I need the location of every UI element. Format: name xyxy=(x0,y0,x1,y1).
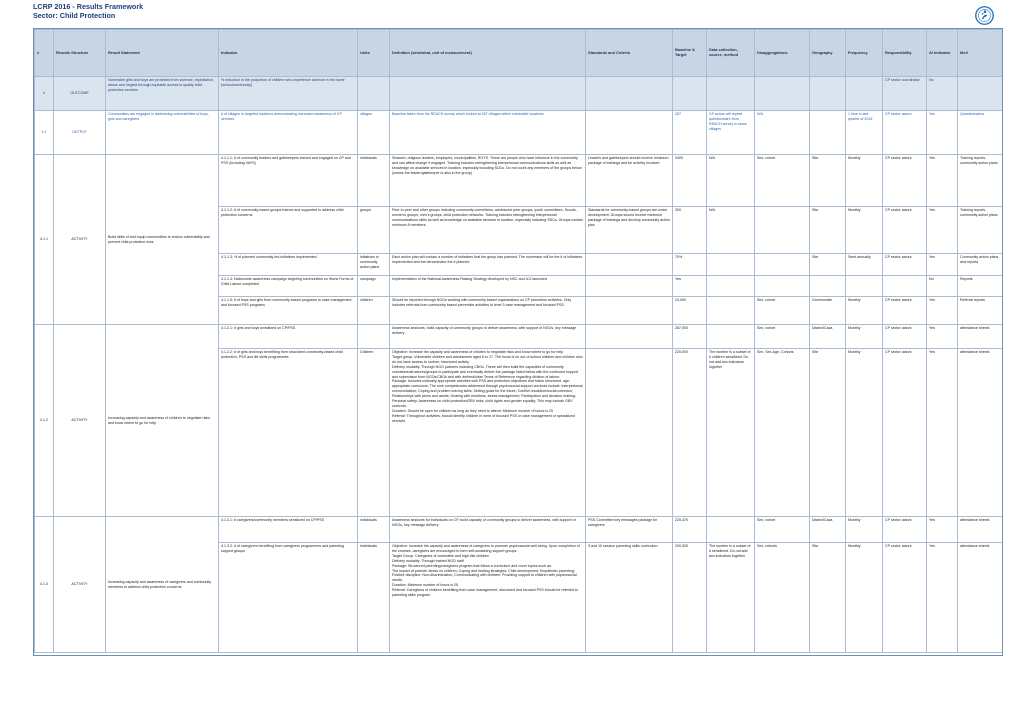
disaggregations xyxy=(755,254,810,276)
column-header: Frequency xyxy=(846,30,883,77)
baseline: Yes xyxy=(673,276,707,297)
results-structure: ACTIVITY xyxy=(54,325,106,517)
column-header: Standards and Criteria xyxy=(586,30,673,77)
table-row-output xyxy=(35,111,1003,155)
baseline: 225,470 xyxy=(673,517,707,543)
table-row-activity xyxy=(35,155,1003,207)
definition: Each action plan will contain a number of initiatives that the group has planned. The numerator will be the # of initiatives implemented and the denominator the # planned xyxy=(390,254,586,276)
disaggregations: Sex, cohort xyxy=(755,325,810,349)
indicator: 4.1.1.2: # of community-based groups trained and supported to address child protection concerns xyxy=(219,207,358,254)
disaggregations: Sex, cohorts xyxy=(755,543,810,653)
disaggregations: Sex, cohort xyxy=(755,155,810,207)
responsibility: CP sector actors xyxy=(883,155,927,207)
standards xyxy=(586,111,673,155)
indicator: 4.1.1.1: # of community leaders and gatekeepers trained and engaged on CP and PSS (including VAYS) xyxy=(219,155,358,207)
column-header: Indicator xyxy=(219,30,358,77)
indicator: % reduction in the proportion of children who experience violence in the home (school/community) xyxy=(219,77,358,111)
unicef-logo-icon xyxy=(975,6,994,25)
definition: Awareness sessions, build capacity of community groups to deliver awareness, with support of NGOs, key message delivery xyxy=(390,325,586,349)
mov: attendance sheets xyxy=(958,543,1003,653)
definition: Shawish, religious leaders, employers, municipalities, ROYS. These are people who have influence in the community and can affect change if engaged. Training includes strengthening interpersonal communications skills as well as knowledge on available services in location, especially including SDCs. Do not count any members of the groups below (unless the leader/gatekeeper is also in the group) xyxy=(390,155,586,207)
definition: Should be reported through NGOs working with community based organizations on CP promotion activities. Only includes referrals from community based preventive activities to level 3 case management and focused PSS. xyxy=(390,297,586,325)
result-statement: Increasing capacity and awareness of caregivers and community members to address child protection concerns xyxy=(106,517,219,653)
indicator: 4.1.2.2: # of girls and boys benefiting from structured community-based child protection, PSS and life skills programmes xyxy=(219,349,358,517)
column-header: Units xyxy=(358,30,390,77)
responsibility: CP sector actors xyxy=(883,254,927,276)
results-framework-table xyxy=(34,29,1003,653)
units xyxy=(358,77,390,111)
ai-indicator: No xyxy=(927,77,958,111)
units: initiatives in community action plans xyxy=(358,254,390,276)
row-number: 4.1.3 xyxy=(35,517,54,653)
frequency: Monthly xyxy=(846,207,883,254)
units: Children xyxy=(358,349,390,517)
geography: District/Caza xyxy=(810,517,846,543)
data-collection: The number is a subset of # children sensitized. Do not add two indicators together xyxy=(707,349,755,517)
indicator: 4.1.1.4: Nationwide awareness campaign targeting communities on Worst Forms of Child Labour completed xyxy=(219,276,358,297)
indicator: 4.1.1.3: % of planned community-led initiatives implemented xyxy=(219,254,358,276)
mov: attendance sheets xyxy=(958,325,1003,349)
baseline: 300 xyxy=(673,207,707,254)
column-header: Result Statement xyxy=(106,30,219,77)
disaggregations xyxy=(755,276,810,297)
mov xyxy=(958,77,1003,111)
disaggregations: Sex, cohort xyxy=(755,517,810,543)
mov: Referral reports xyxy=(958,297,1003,325)
column-header: # xyxy=(35,30,54,77)
responsibility: CP sector actors xyxy=(883,325,927,349)
data-collection: N/A xyxy=(707,207,755,254)
frequency: Semi-annually xyxy=(846,254,883,276)
standards xyxy=(586,297,673,325)
indicator: # of villages in targeted locations demonstrating increased awareness of CP services xyxy=(219,111,358,155)
indicator: 4.1.1.5: # of boys and girls from community-based programs to case management and focused PSS programs xyxy=(219,297,358,325)
results-framework-table-container xyxy=(33,28,1003,656)
definition: Objective: Increase the capacity and awareness of caregivers to promote psychosocial well-being. Upon completion of the courses, caregivers are encouraged to form self-sustaining support groups Target Group: Caregivers of vulnerable and high risk children Delivery modality: Through trained NGO staff Package: Structured parenting/caregivers program that follow a curriculum and cover topics such as: The impact of parents' stress on children; Coping and healing strategies; Child development; Empathetic parenting; Positive discipline; Non-discrimination; Communicating with children; Providing support to children with psychosocial needs. Duration: Minimum number of hours is 25. Referral: Caregivers of children benefiting from case management, structured and focused PSS should be referred to parenting skills program. xyxy=(390,543,586,653)
column-header: Baseline & Target xyxy=(673,30,707,77)
mov: attendance sheets xyxy=(958,517,1003,543)
disaggregations: Sex, Sex-Age, Cohorts xyxy=(755,349,810,517)
table-row-outcome xyxy=(35,77,1003,111)
ai-indicator: Yes xyxy=(927,517,958,543)
result-statement: Vulnerable girls and boys are protected from violence, exploitation, abuse and neglect through equitable access to quality child protection services xyxy=(106,77,219,111)
ai-indicator: Yes xyxy=(927,297,958,325)
row-number: 4.1.1 xyxy=(35,155,54,325)
row-number: 4 xyxy=(35,77,54,111)
definition xyxy=(390,77,586,111)
ai-indicator: Yes xyxy=(927,111,958,155)
indicator: 4.1.3.2: # of caregivers benefiting from caregivers programmes and parenting support groups xyxy=(219,543,358,653)
baseline: 24,000 xyxy=(673,297,707,325)
baseline: 200,000 xyxy=(673,543,707,653)
result-statement: Communities are engaged in addressing vulnerabilities of boys, girls and caregivers xyxy=(106,111,219,155)
responsibility: CP sector actors xyxy=(883,517,927,543)
units: campaign xyxy=(358,276,390,297)
frequency: Monthly xyxy=(846,543,883,653)
mov: Training reports, community action plans xyxy=(958,207,1003,254)
geography xyxy=(810,77,846,111)
document-title: LCRP 2016 - Results Framework xyxy=(33,2,144,11)
ai-indicator: Yes xyxy=(927,155,958,207)
units xyxy=(358,325,390,349)
definition: Objective: Increase the capacity and awareness of children to negotiate risks and know where to go for help Target group: Vulnerable children and adolescents aged 6 to 17. The focus is on out-of school children and children who do not have access to routine, structured activity Delivery modality: Through NGO partners including CBOs. These will then build the capacities of community volunteers/structures/groups to participate and eventually deliver the package listed below with the continued support and supervision from NGOs/CBOs and with defined/clear Terms of Reference regarding division of labour. Package: Includes culturally appropriate activities with PSS and protection objectives that follow structured, age-appropriate curriculum. The core competencies addressed through psychosocial support curricula include: Interpersonal communication; Coping and problem solving skills; Setting goals for the future; Conflict resolution/social cohesion; Relationships with peers and adults; Dealing with emotions, stress management; Participation and decision making; Personal safety; Awareness on child protection/GBV risks, child rights and gender equality; This may include GBV curricula. Duration: Should be open for children as long as they need to attend. Minimum number of hours is 25 Referral: Throughout activities, should identify children in need of focused PSS or case management or specialized services xyxy=(390,349,586,517)
standards: Leaders and gatekeepers should receive minimum package of trainings and be actively involved xyxy=(586,155,673,207)
table-row-activity xyxy=(35,325,1003,349)
mov: Training reports, community action plans xyxy=(958,155,1003,207)
geography: Site xyxy=(810,155,846,207)
frequency: Monthly xyxy=(846,349,883,517)
frequency: Monthly xyxy=(846,325,883,349)
responsibility: CP sector actors xyxy=(883,543,927,653)
responsibility: CP sector actors xyxy=(883,207,927,254)
row-number: 4.1 xyxy=(35,111,54,155)
ai-indicator: Yes xyxy=(927,254,958,276)
geography: Site xyxy=(810,543,846,653)
mov: Community action plans and reports xyxy=(958,254,1003,276)
frequency xyxy=(846,276,883,297)
units: villages xyxy=(358,111,390,155)
baseline: 287,000 xyxy=(673,325,707,349)
ai-indicator: Yes xyxy=(927,543,958,653)
results-structure: OUTCOME xyxy=(54,77,106,111)
units: groups xyxy=(358,207,390,254)
data-collection: The number is a subset of # sensitized. Do not add two indicators together xyxy=(707,543,755,653)
ai-indicator: Yes xyxy=(927,207,958,254)
data-collection xyxy=(707,517,755,543)
geography: Site xyxy=(810,254,846,276)
result-statement: Increasing capacity and awareness of children to negotiate risks and know where to go for help xyxy=(106,325,219,517)
disaggregations: N/A xyxy=(755,111,810,155)
data-collection xyxy=(707,276,755,297)
frequency xyxy=(846,77,883,111)
data-collection xyxy=(707,77,755,111)
results-structure: OUTPUT xyxy=(54,111,106,155)
indicator: 4.1.3.1: # caregivers/community members sensitized on CP/PSS xyxy=(219,517,358,543)
frequency: Monthly xyxy=(846,155,883,207)
geography: Site xyxy=(810,349,846,517)
units: individuals xyxy=(358,155,390,207)
responsibility xyxy=(883,276,927,297)
standards: PSS Committee key messages package for caregivers xyxy=(586,517,673,543)
mov: attendance sheets xyxy=(958,349,1003,517)
geography: Site xyxy=(810,207,846,254)
standards xyxy=(586,349,673,517)
column-header: MoV xyxy=(958,30,1003,77)
frequency: Monthly xyxy=(846,297,883,325)
units: individuals xyxy=(358,517,390,543)
standards xyxy=(586,276,673,297)
standards xyxy=(586,77,673,111)
data-collection: N/A xyxy=(707,155,755,207)
column-header: Responsibility xyxy=(883,30,927,77)
data-collection: CP actors will repeat questionnaire from REACH survey in same villages xyxy=(707,111,755,155)
column-header: Results Structure xyxy=(54,30,106,77)
table-header-row xyxy=(35,30,1003,77)
column-header: Geography xyxy=(810,30,846,77)
ai-indicator: Yes xyxy=(927,325,958,349)
geography: District/Caza xyxy=(810,325,846,349)
data-collection xyxy=(707,254,755,276)
disaggregations: Sex, cohort xyxy=(755,297,810,325)
baseline xyxy=(673,77,707,111)
frequency: Monthly xyxy=(846,517,883,543)
disaggregations xyxy=(755,207,810,254)
column-header: Disaggregations xyxy=(755,30,810,77)
definition: Baseline taken from the REACH survey which looked at 287 villages within vulnerable locations xyxy=(390,111,586,155)
standards: 3 and 10 session parenting skills curriculum xyxy=(586,543,673,653)
responsibility: CP sector actors xyxy=(883,349,927,517)
row-number: 4.1.2 xyxy=(35,325,54,517)
geography xyxy=(810,111,846,155)
indicator: 4.1.2.1: # girls and boys sensitized on CP/PSS xyxy=(219,325,358,349)
results-structure: ACTIVITY xyxy=(54,155,106,325)
units: children xyxy=(358,297,390,325)
ai-indicator: Yes xyxy=(927,349,958,517)
mov: Questionnaires xyxy=(958,111,1003,155)
units: Individuals xyxy=(358,543,390,653)
standards xyxy=(586,325,673,349)
column-header: AI Indicator xyxy=(927,30,958,77)
column-header: Data collection, source, method xyxy=(707,30,755,77)
responsibility: CP sector actors xyxy=(883,111,927,155)
geography xyxy=(810,276,846,297)
responsibility: CP sector actors xyxy=(883,297,927,325)
standards: Standards for community-based groups are under development. Groups should receive minimum package of trainings and develop community action plan xyxy=(586,207,673,254)
baseline: 225,000 xyxy=(673,349,707,517)
ai-indicator: No xyxy=(927,276,958,297)
result-statement: Build skills of and equip communities to reduce vulnerability and prevent child protection risks xyxy=(106,155,219,325)
data-collection xyxy=(707,325,755,349)
baseline: 287 xyxy=(673,111,707,155)
data-collection xyxy=(707,297,755,325)
mov: Reports xyxy=(958,276,1003,297)
disaggregations xyxy=(755,77,810,111)
frequency: 1 time in last quarter of 2016 xyxy=(846,111,883,155)
definition: Peer to peer and other groups including community committees, adolescent peer groups, youth committees, Scouts, women's groups, men's groups, child protection networks. Training includes strengthening interpersonal communications skills as well as knowledge on available services in location, especially including SDCs. Groups contain minimum 8 members. xyxy=(390,207,586,254)
definition: Awareness sessions for individuals on CP, build capacity of community groups to deliver awareness, with support of NGOs, key message delivery xyxy=(390,517,586,543)
baseline: 70% xyxy=(673,254,707,276)
geography: Governorate xyxy=(810,297,846,325)
document-subtitle: Sector: Child Protection xyxy=(33,11,116,20)
responsibility: CP sector coordinator xyxy=(883,77,927,111)
standards xyxy=(586,254,673,276)
table-row-activity xyxy=(35,517,1003,543)
definition: Implementation of the National Awareness Raising Strategy developed by NSC and ILO launched xyxy=(390,276,586,297)
baseline: 2400 xyxy=(673,155,707,207)
results-structure: ACTIVITY xyxy=(54,517,106,653)
column-header: Definition (who/what, unit of measurement) xyxy=(390,30,586,77)
